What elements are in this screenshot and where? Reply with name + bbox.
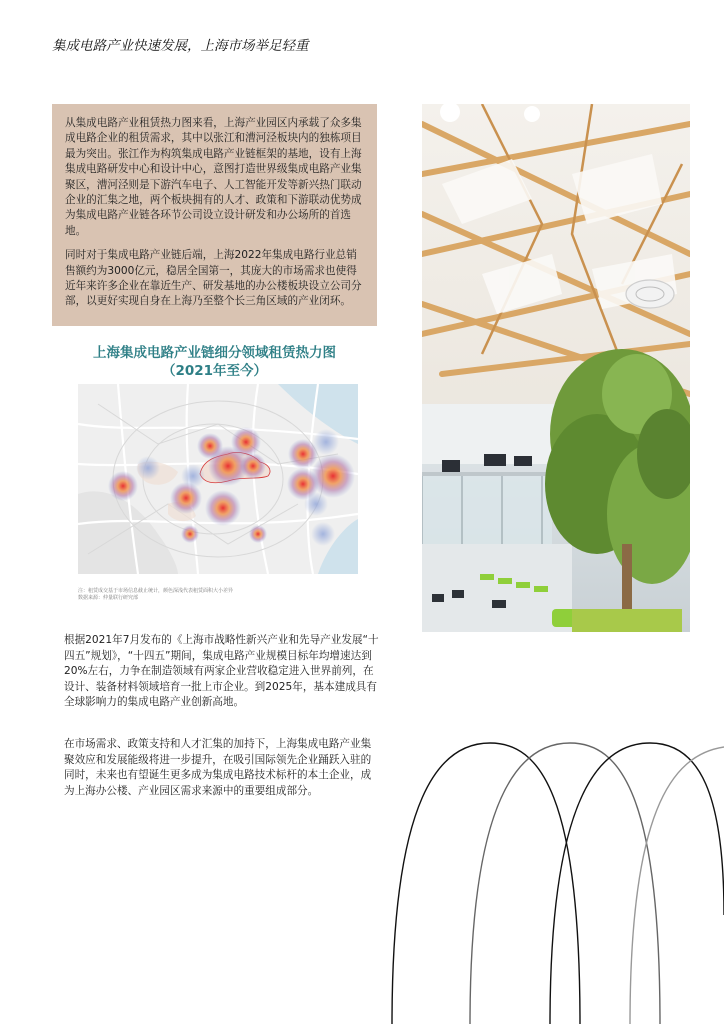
heatmap-map <box>78 384 358 574</box>
heatmap-note-line1: 注：租赁成交基于市场信息截止统计，颜色深浅代表租赁面积大小差异 <box>78 588 234 594</box>
heatmap-title-line1: 上海集成电路产业链细分领域租赁热力图 <box>93 345 336 361</box>
heatmap-source-line: 数据来源：仲量联行研究部 <box>78 595 139 601</box>
intro-text-box <box>52 104 377 326</box>
page-header-title: 集成电路产业快速发展，上海市场举足轻重 <box>52 38 309 54</box>
heatmap-map-image <box>78 384 358 574</box>
decorative-arcs <box>380 735 724 1024</box>
intro-paragraph-2: 同时对于集成电路产业链后端，上海2022年集成电路行业总销售额约为3000亿元，稳居全国第一，其庞大的市场需求也使得近年来许多企业在靠近生产、研发基地的办公楼板块设立公司分部，以更好实现自身在上海乃至整个长三角区域的产业闭环。 <box>65 249 362 308</box>
body-paragraph-2: 在市场需求、政策支持和人才汇集的加持下，上海集成电路产业集聚效应和发展能级将进一步提升，在吸引国际领先企业踊跃入驻的同时，未来也有望诞生更多成为集成电路技术标杆的本土企业，成为上海办公楼、产业园区需求来源中的重要组成部分。 <box>64 738 372 797</box>
heatmap-title <box>52 344 377 380</box>
heatmap-title-line2: （2021年至今） <box>161 363 268 379</box>
arc-lines-graphic <box>380 735 724 1024</box>
office-interior-photo <box>422 104 690 632</box>
body-paragraph-1-block <box>64 633 379 711</box>
body-paragraph-2-block <box>64 737 379 799</box>
heatmap-note <box>78 588 358 602</box>
intro-paragraph-1: 从集成电路产业租赁热力图来看，上海产业园区内承载了众多集成电路企业的租赁需求，其中以张江和漕河泾板块内的独栋项目最为突出。张江作为构筑集成电路产业链框架的基地，设有上海集成电路研发中心和设计中心，意图打造世界级集成电路产业集聚区，漕河泾则是下游汽车电子、人工智能开发等新兴热门联动企业的汇集之地，两个板块拥有的人才、政策和下游联动优势成为集成电路产业链各环节公司设立设计研发和办公场所的首选地。 <box>65 117 362 237</box>
body-paragraph-1: 根据2021年7月发布的《上海市战略性新兴产业和先导产业发展“十四五”规划》，“十四五”期间，集成电路产业规模目标年均增速达到20%左右，力争在制造领域有两家企业营收稳定进入世界前列，在设计、装备材料领域培育一批上市企业。到2025年，基本建成具有全球影响力的集成电路产业创新高地。 <box>64 634 379 709</box>
office-interior-image <box>422 104 690 632</box>
